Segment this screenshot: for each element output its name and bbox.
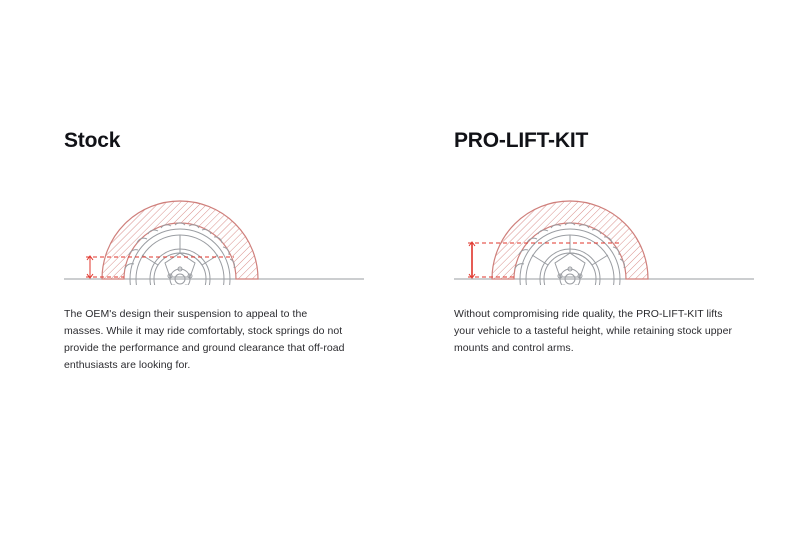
stock-wheel-gap-diagram	[64, 177, 364, 285]
panel-stock	[0, 130, 400, 385]
panel-title-stock: Stock	[64, 129, 121, 152]
panel-pro-lift-kit	[400, 130, 800, 385]
lifted-wheel-gap-diagram	[454, 177, 754, 285]
panel-title-pro-lift-kit: PRO-LIFT-KIT	[454, 129, 589, 152]
panel-body-stock: The OEM's design their suspension to appeal to the masses. While it may ride comfortably, stock springs do not provide the performance and ground clearance that off-road enthusiasts are looking for.	[64, 308, 345, 371]
panel-body-pro-lift-kit: Without compromising ride quality, the PRO-LIFT-KIT lifts your vehicle to a tasteful height, while retaining stock upper mounts and control arms.	[454, 308, 733, 354]
comparison-panels	[0, 130, 800, 385]
